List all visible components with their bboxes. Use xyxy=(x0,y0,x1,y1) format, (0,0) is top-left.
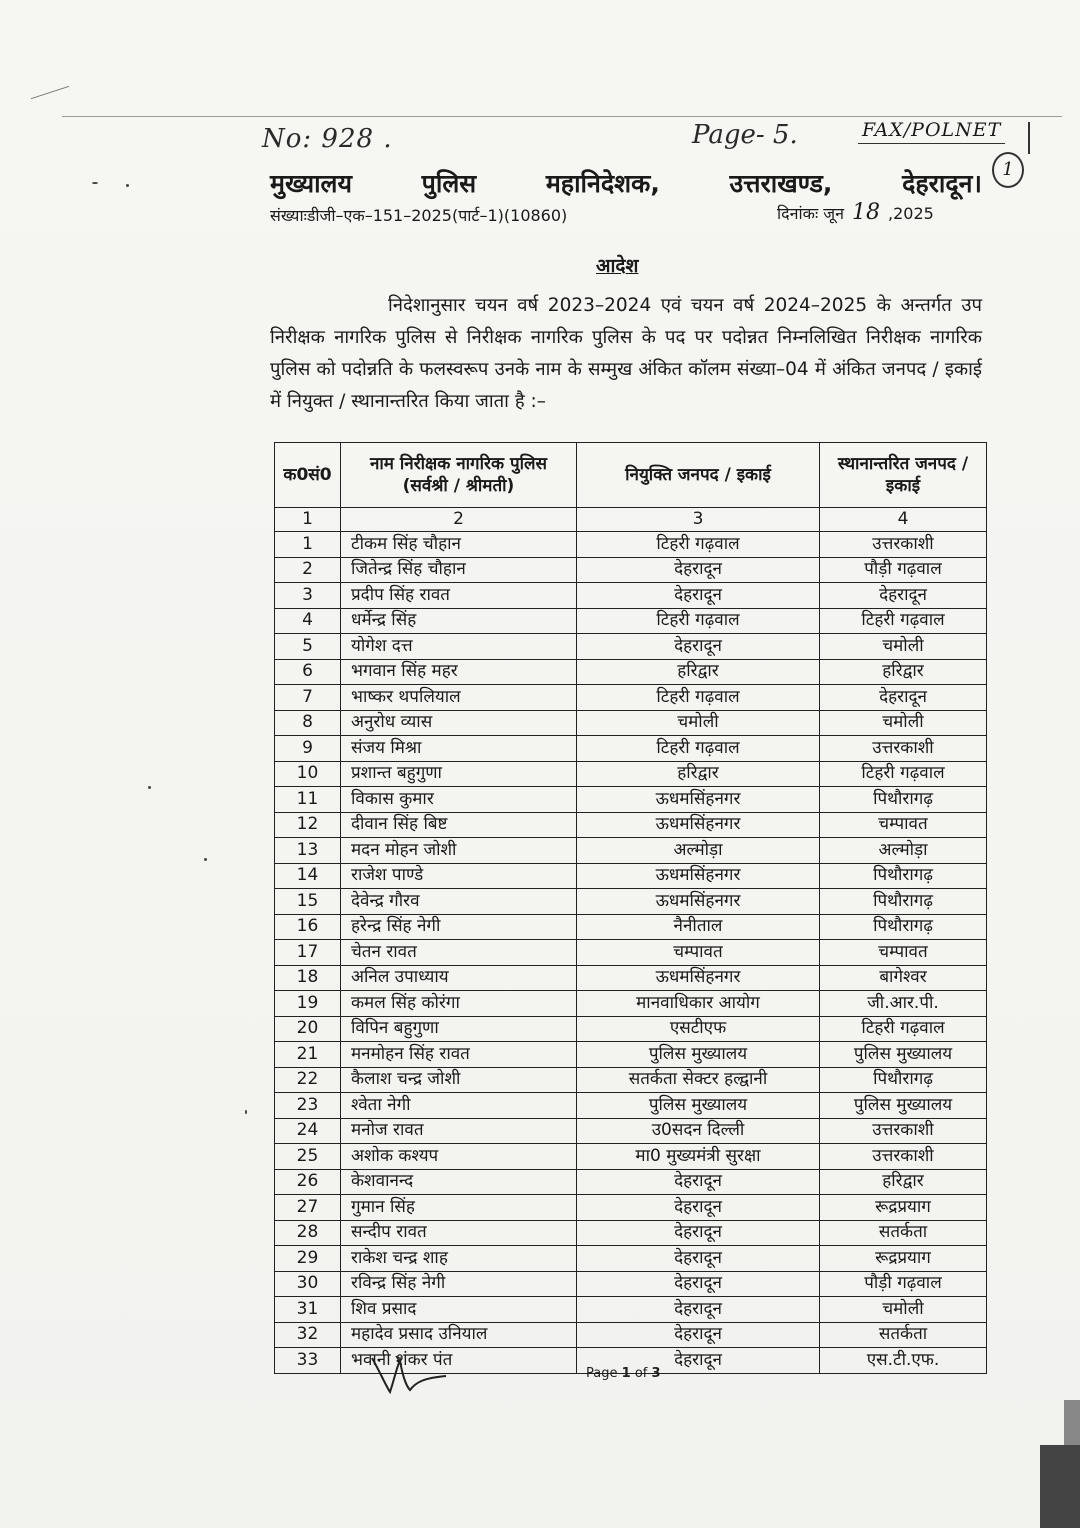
name-cell: महादेव प्रसाद उनियाल xyxy=(341,1322,577,1348)
transfer-cell: पुलिस मुख्यालय xyxy=(820,1042,987,1068)
transfer-cell: उत्तरकाशी xyxy=(820,1144,987,1170)
name-cell: जितेन्द्र सिंह चौहान xyxy=(341,557,577,583)
table-row xyxy=(275,1271,987,1297)
posting-cell: हरिद्वार xyxy=(577,659,820,685)
dot-mark xyxy=(92,182,98,184)
serial-cell: 2 xyxy=(275,557,341,583)
name-cell: मदन मोहन जोशी xyxy=(341,838,577,864)
serial-cell: 6 xyxy=(275,659,341,685)
name-cell: कमल सिंह कोरंगा xyxy=(341,991,577,1017)
transfer-cell: टिहरी गढ़वाल xyxy=(820,608,987,634)
posting-cell: हरिद्वार xyxy=(577,761,820,787)
serial-cell: 16 xyxy=(275,914,341,940)
serial-cell: 28 xyxy=(275,1220,341,1246)
serial-cell: 19 xyxy=(275,991,341,1017)
transfer-cell: बागेश्वर xyxy=(820,965,987,991)
name-cell: मनमोहन सिंह रावत xyxy=(341,1042,577,1068)
name-cell: रविन्द्र सिंह नेगी xyxy=(341,1271,577,1297)
name-cell: देवेन्द्र गौरव xyxy=(341,889,577,915)
name-cell: मनोज रावत xyxy=(341,1118,577,1144)
name-cell: टीकम सिंह चौहान xyxy=(341,532,577,558)
transfer-cell: चम्पावत xyxy=(820,812,987,838)
serial-cell: 11 xyxy=(275,787,341,813)
serial-cell: 24 xyxy=(275,1118,341,1144)
table-row xyxy=(275,1093,987,1119)
posting-cell: ऊधमसिंहनगर xyxy=(577,787,820,813)
transfer-cell: चम्पावत xyxy=(820,940,987,966)
name-cell: प्रशान्त बहुगुणा xyxy=(341,761,577,787)
hq-word: महानिदेशक, xyxy=(545,169,660,198)
date-prefix: दिनांकः जून xyxy=(777,204,845,223)
serial-cell: 7 xyxy=(275,685,341,711)
signature-mark xyxy=(366,1352,456,1396)
table-row xyxy=(275,608,987,634)
table-row xyxy=(275,634,987,660)
table-row xyxy=(275,889,987,915)
serial-cell: 1 xyxy=(275,532,341,558)
header-serial: क0सं0 xyxy=(275,443,341,508)
table-row xyxy=(275,685,987,711)
posting-cell: देहरादून xyxy=(577,1297,820,1323)
table-row xyxy=(275,710,987,736)
posting-cell: मा0 मुख्यमंत्री सुरक्षा xyxy=(577,1144,820,1170)
order-date xyxy=(777,200,934,225)
name-cell: दीवान सिंह बिष्ट xyxy=(341,812,577,838)
serial-cell: 18 xyxy=(275,965,341,991)
serial-cell: 27 xyxy=(275,1195,341,1221)
transfer-cell: उत्तरकाशी xyxy=(820,532,987,558)
serial-cell: 8 xyxy=(275,710,341,736)
posting-cell: देहरादून xyxy=(577,1271,820,1297)
serial-cell: 14 xyxy=(275,863,341,889)
serial-cell: 32 xyxy=(275,1322,341,1348)
dot-mark xyxy=(245,1110,247,1114)
column-number: 1 xyxy=(275,508,341,532)
table-body xyxy=(275,508,987,1374)
handwritten-number: No: 928 . xyxy=(262,124,393,154)
table-row xyxy=(275,1322,987,1348)
table-row xyxy=(275,761,987,787)
header-name: नाम निरीक्षक नागरिक पुलिस (सर्वश्री / श्रीमती) xyxy=(341,443,577,508)
serial-cell: 15 xyxy=(275,889,341,915)
page-current: 1 xyxy=(621,1366,631,1381)
table-row xyxy=(275,863,987,889)
table-row xyxy=(275,1042,987,1068)
name-cell: संजय मिश्रा xyxy=(341,736,577,762)
table-row xyxy=(275,914,987,940)
posting-cell: सतर्कता सेक्टर हल्द्वानी xyxy=(577,1067,820,1093)
hq-word: देहरादून। xyxy=(902,169,982,198)
name-cell: श्वेता नेगी xyxy=(341,1093,577,1119)
transfer-cell: चमोली xyxy=(820,634,987,660)
table-row xyxy=(275,838,987,864)
name-cell: केशवानन्द xyxy=(341,1169,577,1195)
column-number: 4 xyxy=(820,508,987,532)
transfer-cell: अल्मोड़ा xyxy=(820,838,987,864)
posting-cell: मानवाधिकार आयोग xyxy=(577,991,820,1017)
table-row xyxy=(275,659,987,685)
table-row xyxy=(275,1297,987,1323)
serial-cell: 4 xyxy=(275,608,341,634)
table-row xyxy=(275,583,987,609)
table-row xyxy=(275,812,987,838)
posting-cell: पुलिस मुख्यालय xyxy=(577,1042,820,1068)
name-cell: धर्मेन्द्र सिंह xyxy=(341,608,577,634)
header-transfer: स्थानान्तरित जनपद / इकाई xyxy=(820,443,987,508)
table-row xyxy=(275,965,987,991)
date-day: 18 xyxy=(852,200,881,225)
name-cell: चेतन रावत xyxy=(341,940,577,966)
page-of: of xyxy=(634,1366,648,1381)
name-cell: भगवान सिंह महर xyxy=(341,659,577,685)
serial-cell: 31 xyxy=(275,1297,341,1323)
posting-cell: देहरादून xyxy=(577,1195,820,1221)
transfer-cell: टिहरी गढ़वाल xyxy=(820,761,987,787)
hq-word: मुख्यालय xyxy=(270,169,353,198)
table-row xyxy=(275,1246,987,1272)
name-cell: गुमान सिंह xyxy=(341,1195,577,1221)
name-cell: सन्दीप रावत xyxy=(341,1220,577,1246)
table-row xyxy=(275,1169,987,1195)
posting-cell: देहरादून xyxy=(577,634,820,660)
posting-cell: देहरादून xyxy=(577,1169,820,1195)
transfer-cell: देहरादून xyxy=(820,685,987,711)
posting-cell: एसटीएफ xyxy=(577,1016,820,1042)
name-cell: अनुरोध व्यास xyxy=(341,710,577,736)
serial-cell: 22 xyxy=(275,1067,341,1093)
transfer-cell: जी.आर.पी. xyxy=(820,991,987,1017)
transfer-cell: पुलिस मुख्यालय xyxy=(820,1093,987,1119)
page-number xyxy=(586,1366,661,1381)
fax-polnet-label: FAX/POLNET xyxy=(858,119,1005,144)
table-row xyxy=(275,1195,987,1221)
table-row xyxy=(275,736,987,762)
transfer-cell: हरिद्वार xyxy=(820,659,987,685)
serial-cell: 29 xyxy=(275,1246,341,1272)
table-row xyxy=(275,557,987,583)
name-cell: योगेश दत्त xyxy=(341,634,577,660)
transfer-cell: उत्तरकाशी xyxy=(820,736,987,762)
table-row xyxy=(275,532,987,558)
table-row xyxy=(275,940,987,966)
header-posting: नियुक्ति जनपद / इकाई xyxy=(577,443,820,508)
posting-cell: देहरादून xyxy=(577,583,820,609)
headquarters-heading xyxy=(270,166,982,200)
transfer-cell: पिथौरागढ़ xyxy=(820,787,987,813)
posting-cell: चम्पावत xyxy=(577,940,820,966)
serial-cell: 25 xyxy=(275,1144,341,1170)
transfer-cell: चमोली xyxy=(820,1297,987,1323)
reference-number: संख्याःडीजी–एक–151–2025(पार्ट–1)(10860) xyxy=(270,206,568,225)
transfer-cell: पौड़ी गढ़वाल xyxy=(820,557,987,583)
hq-word: पुलिस xyxy=(421,169,477,198)
transfer-cell: पिथौरागढ़ xyxy=(820,889,987,915)
posting-cell: देहरादून xyxy=(577,1348,820,1374)
transfer-cell: उत्तरकाशी xyxy=(820,1118,987,1144)
name-cell: हरेन्द्र सिंह नेगी xyxy=(341,914,577,940)
name-cell: भवानी शंकर पंत xyxy=(341,1348,577,1374)
name-cell: अशोक कश्यप xyxy=(341,1144,577,1170)
table-row xyxy=(275,1144,987,1170)
serial-cell: 5 xyxy=(275,634,341,660)
name-cell: विकास कुमार xyxy=(341,787,577,813)
serial-cell: 20 xyxy=(275,1016,341,1042)
serial-cell: 13 xyxy=(275,838,341,864)
dot-mark xyxy=(126,184,129,187)
column-number: 3 xyxy=(577,508,820,532)
serial-cell: 23 xyxy=(275,1093,341,1119)
transfer-cell: हरिद्वार xyxy=(820,1169,987,1195)
name-cell: प्रदीप सिंह रावत xyxy=(341,583,577,609)
serial-cell: 17 xyxy=(275,940,341,966)
order-paragraph: निदेशानुसार चयन वर्ष 2023–2024 एवं चयन वर्ष 2024–2025 के अन्तर्गत उप निरीक्षक नागरिक पुलिस से निरीक्षक नागरिक पुलिस के पद पर पदोन्नत निम्नलिखित निरीक्षक नागरिक पुलिस को पदोन्नति के फलस्वरूप उनके नाम के सम्मुख अंकित कॉलम संख्या–04 में अंकित जनपद / इकाई में नियुक्त / स्थानान्तरित किया जाता है :– xyxy=(270,295,982,412)
table-header-row xyxy=(275,443,987,508)
name-cell: शिव प्रसाद xyxy=(341,1297,577,1323)
column-number-row xyxy=(275,508,987,532)
table-row xyxy=(275,1118,987,1144)
posting-cell: देहरादून xyxy=(577,1322,820,1348)
serial-cell: 12 xyxy=(275,812,341,838)
serial-cell: 3 xyxy=(275,583,341,609)
table-row xyxy=(275,1067,987,1093)
posting-cell: टिहरी गढ़वाल xyxy=(577,685,820,711)
transfer-cell: टिहरी गढ़वाल xyxy=(820,1016,987,1042)
serial-cell: 30 xyxy=(275,1271,341,1297)
transfer-table xyxy=(274,442,987,1374)
transfer-cell: सतर्कता xyxy=(820,1220,987,1246)
posting-cell: देहरादून xyxy=(577,1246,820,1272)
transfer-cell: चमोली xyxy=(820,710,987,736)
posting-cell: ऊधमसिंहनगर xyxy=(577,965,820,991)
posting-cell: नैनीताल xyxy=(577,914,820,940)
page-total: 3 xyxy=(651,1366,661,1381)
transfer-cell: पिथौरागढ़ xyxy=(820,914,987,940)
name-cell: अनिल उपाध्याय xyxy=(341,965,577,991)
circled-number: 1 xyxy=(992,152,1024,188)
name-cell: राजेश पाण्डे xyxy=(341,863,577,889)
serial-cell: 10 xyxy=(275,761,341,787)
transfer-cell: एस.टी.एफ. xyxy=(820,1348,987,1374)
posting-cell: अल्मोड़ा xyxy=(577,838,820,864)
transfer-cell: रूद्रप्रयाग xyxy=(820,1246,987,1272)
posting-cell: उ0सदन दिल्ली xyxy=(577,1118,820,1144)
name-cell: राकेश चन्द्र शाह xyxy=(341,1246,577,1272)
transfer-cell: देहरादून xyxy=(820,583,987,609)
posting-cell: टिहरी गढ़वाल xyxy=(577,736,820,762)
transfer-cell: पिथौरागढ़ xyxy=(820,1067,987,1093)
transfer-cell: पिथौरागढ़ xyxy=(820,863,987,889)
scan-edge xyxy=(1064,1400,1080,1450)
posting-cell: देहरादून xyxy=(577,1220,820,1246)
name-cell: विपिन बहुगुणा xyxy=(341,1016,577,1042)
dot-mark xyxy=(204,858,207,861)
table-row xyxy=(275,1220,987,1246)
table-row xyxy=(275,991,987,1017)
posting-cell: ऊधमसिंहनगर xyxy=(577,889,820,915)
date-year: ,2025 xyxy=(888,204,934,223)
name-cell: भाष्कर थपलियाल xyxy=(341,685,577,711)
table-row xyxy=(275,787,987,813)
dot-mark xyxy=(148,786,151,789)
posting-cell: देहरादून xyxy=(577,557,820,583)
margin-mark xyxy=(1028,122,1030,154)
name-cell: कैलाश चन्द्र जोशी xyxy=(341,1067,577,1093)
posting-cell: पुलिस मुख्यालय xyxy=(577,1093,820,1119)
hq-word: उत्तराखण्ड, xyxy=(729,169,833,198)
column-number: 2 xyxy=(341,508,577,532)
transfer-cell: रूद्रप्रयाग xyxy=(820,1195,987,1221)
table-row xyxy=(275,1016,987,1042)
transfer-cell: पौड़ी गढ़वाल xyxy=(820,1271,987,1297)
posting-cell: ऊधमसिंहनगर xyxy=(577,812,820,838)
posting-cell: चमोली xyxy=(577,710,820,736)
posting-cell: टिहरी गढ़वाल xyxy=(577,608,820,634)
posting-cell: टिहरी गढ़वाल xyxy=(577,532,820,558)
serial-cell: 9 xyxy=(275,736,341,762)
handwritten-page-note: Page- 5. xyxy=(692,120,798,150)
page-prefix: Page xyxy=(586,1366,618,1381)
serial-cell: 33 xyxy=(275,1348,341,1374)
order-title: आदेश xyxy=(596,255,639,277)
scan-edge xyxy=(1040,1445,1080,1528)
top-rule xyxy=(62,116,1062,117)
transfer-cell: सतर्कता xyxy=(820,1322,987,1348)
serial-cell: 26 xyxy=(275,1169,341,1195)
serial-cell: 21 xyxy=(275,1042,341,1068)
pen-stroke xyxy=(31,86,69,99)
posting-cell: ऊधमसिंहनगर xyxy=(577,863,820,889)
